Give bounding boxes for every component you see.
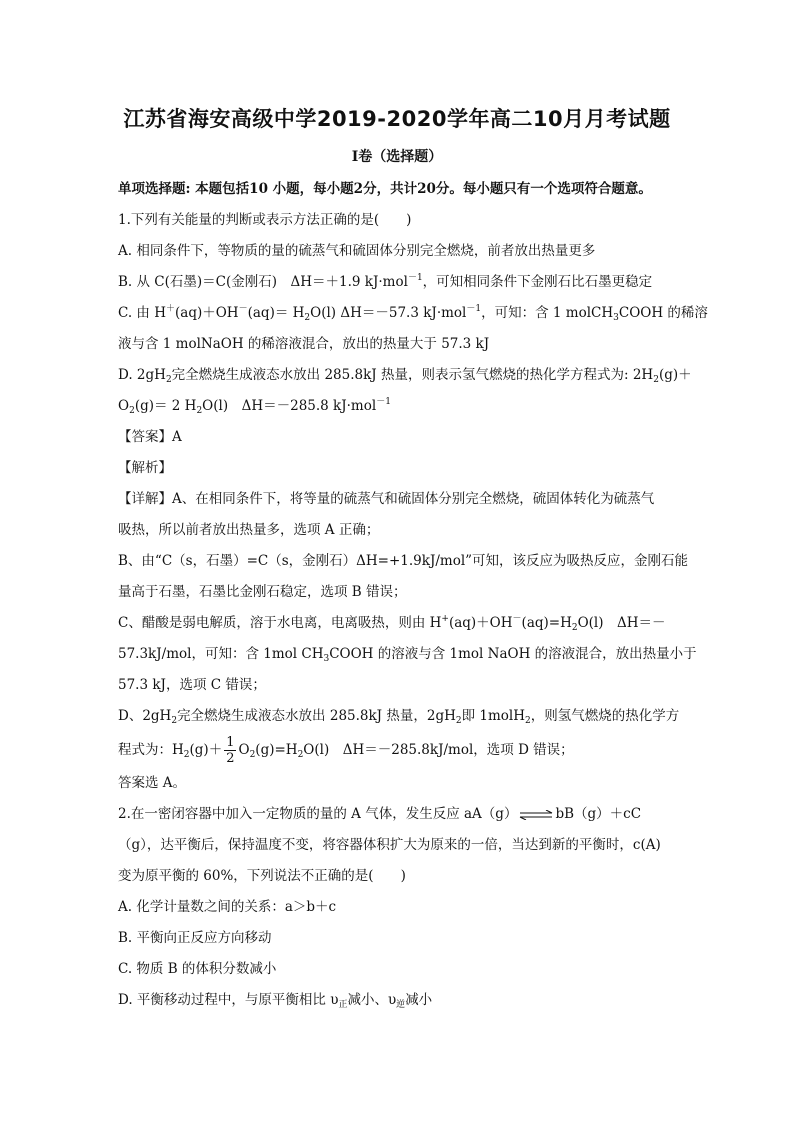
q1-detail-4: 量高于石墨，石墨比金刚石稳定，选项 B 错误； bbox=[118, 584, 407, 600]
q1-detail-1: 【详解】A、在相同条件下，将等量的硫蒸气和硫固体分别完全燃烧，硫固体转化为硫蒸气 bbox=[118, 491, 655, 507]
q2-option-b: B. 平衡向正反应方向移动 bbox=[118, 930, 272, 946]
q1-analysis-heading: 【解析】 bbox=[118, 460, 172, 476]
q2-stem-2: （g），达平衡后，保持温度不变，将容器体积扩大为原来的一倍，当达到新的平衡时，c(A) bbox=[118, 837, 661, 853]
q1-final-answer: 答案选 A。 bbox=[118, 775, 187, 791]
q2-stem-3: 变为原平衡的 60%，下列说法不正确的是( ) bbox=[118, 868, 406, 884]
q2-option-d: D. 平衡移动过程中，与原平衡相比 $\upsilon_正$减小、$\upsilon_逆$减小 bbox=[118, 992, 433, 1010]
q1-option-d: D. $2gH_2$完全燃烧生成液态水放出 285.8kJ 热量，则表示氢气燃烧的热化学方程式为: $2H_2(g)+$ bbox=[118, 367, 692, 385]
q2-option-c: C. 物质 B 的体积分数减小 bbox=[118, 961, 277, 977]
q1-stem: 1.下列有关能量的判断或表示方法正确的是( ) bbox=[118, 212, 412, 228]
q1-detail-2: 吸热，所以前者放出热量多，选项 A 正确； bbox=[118, 522, 380, 538]
q1-detail-6: 57.3kJ/mol，可知：含 1mol $CH_3COOH$ 的溶液与含 1mol NaOH 的溶液混合，放出热量小于 bbox=[118, 646, 697, 664]
q1-detail-8: D、$2gH_2$完全燃烧生成液态水放出 285.8kJ 热量，$2gH_2$即 1molH$_2$，则氢气燃烧的热化学方 bbox=[118, 708, 680, 726]
q1-option-d-cont: $O_2(g)= 2$ $H_2O(l)$ ΔH＝－285.8 kJ·mol$^{-1}$ bbox=[118, 397, 391, 416]
exam-content bbox=[118, 174, 708, 1016]
section-subtitle: I卷（选择题） bbox=[351, 149, 443, 165]
q1-detail-3: B、由“C（s，石墨）=C（s，金刚石）ΔH=+1.9kJ/mol”可知，该反应为吸热反应，金刚石能 bbox=[118, 553, 689, 569]
fraction-one-half: $\frac{1}{2}$ bbox=[226, 735, 235, 766]
q1-detail-7: 57.3 kJ，选项 C 错误； bbox=[118, 677, 266, 693]
q1-option-b: B. 从 C(石墨)＝C(金刚石) ΔH＝＋1.9 kJ·mol$^{-1}$，可知相同条件下金刚石比石墨更稳定 bbox=[118, 273, 653, 290]
q1-detail-5: C、醋酸是弱电解质，溶于水电离，电离吸热，则由 $H^+(aq)+OH^-(aq)=H_2O(l)$ ΔH＝－ bbox=[118, 614, 666, 633]
q1-option-c-cont: 液与含 1 molNaOH 的稀溶液混合，放出的热量大于 57.3 kJ bbox=[118, 336, 490, 352]
q1-option-a: A. 相同条件下，等物质的量的硫蒸气和硫固体分别完全燃烧，前者放出热量更多 bbox=[118, 243, 596, 259]
page-title: 江苏省海安高级中学2019-2020学年高二10月月考试题 bbox=[123, 107, 671, 131]
section-instruction: 单项选择题: 本题包括10 小题，每小题2分，共计20分。每小题只有一个选项符合题意。 bbox=[118, 181, 652, 197]
equilibrium-arrow-icon bbox=[519, 810, 553, 820]
q1-answer: 【答案】A bbox=[118, 429, 182, 445]
q2-option-a: A. 化学计量数之间的关系：a＞b＋c bbox=[118, 899, 337, 915]
q2-stem-1: 2.在一密闭容器中加入一定物质的量的 A 气体，发生反应 aA（g） bB（g）＋cC bbox=[118, 806, 642, 822]
q1-option-c: C. 由 $H^+(aq)+OH^-(aq)= H_2O(l)$ ΔH＝－57.3 kJ·mol$^{-1}$，可知：含 1 molCH$_3$COOH 的稀溶 bbox=[118, 304, 708, 323]
q1-detail-9: 程式为：$H_2(g)+$ $\frac{1}{2}$ $O_2(g)=H_2O(l)$ ΔH＝－285.8kJ/mol，选项 D 错误； bbox=[118, 735, 574, 766]
